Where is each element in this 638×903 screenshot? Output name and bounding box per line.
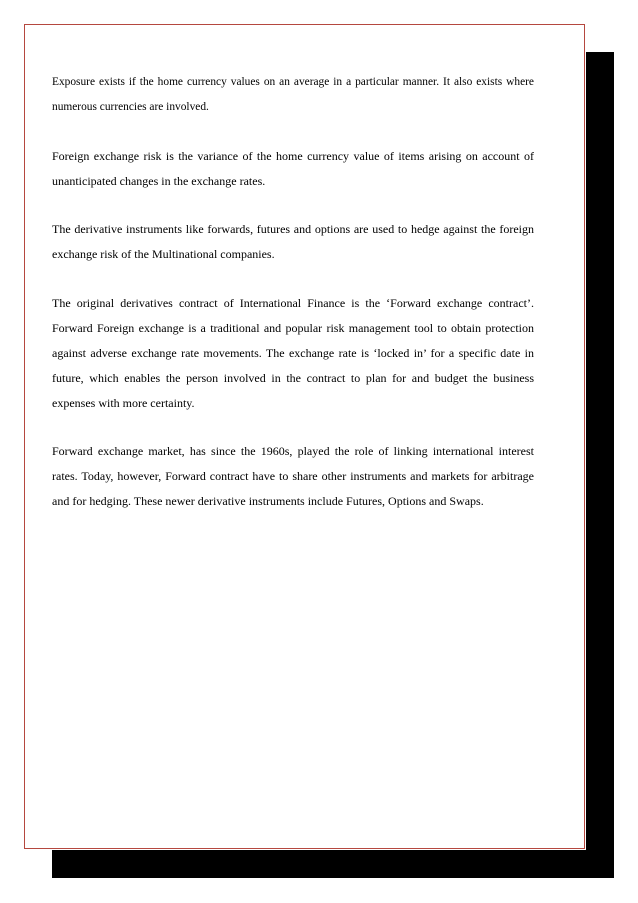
paragraph-foreign-exchange-risk: Foreign exchange risk is the variance of the home currency value of items arising on account of unanticipated changes in the exchange rates.	[52, 148, 534, 188]
page-shadow-bottom	[52, 850, 614, 878]
paragraph-derivative-instruments: The derivative instruments like forwards, futures and options are used to hedge against the foreign exchange risk of the Multinational companies.	[52, 222, 534, 261]
document-body	[52, 70, 534, 538]
paragraph-forward-market: Forward exchange market, has since the 1960s, played the role of linking international interest rates. Today, however, Forward contract have to share other instruments and markets for arbitrage and for hedging. These newer derivative instruments include Futures, Options and Swaps.	[52, 444, 534, 508]
paragraph-forward-contract: The original derivatives contract of International Finance is the ‘Forward exchange contract’. Forward Foreign exchange is a traditional and popular risk management tool to obtain protection against adverse exchange rate movements. The exchange rate is ‘locked in’ for a specific date in future, which enables the person involved in the contract to plan for and budget the business expenses with more certainty.	[52, 295, 534, 410]
page-shadow-right	[586, 52, 614, 878]
paragraph-exposure: Exposure exists if the home currency values on an average in a particular manner. It also exists where numerous currencies are involved.	[52, 76, 534, 113]
